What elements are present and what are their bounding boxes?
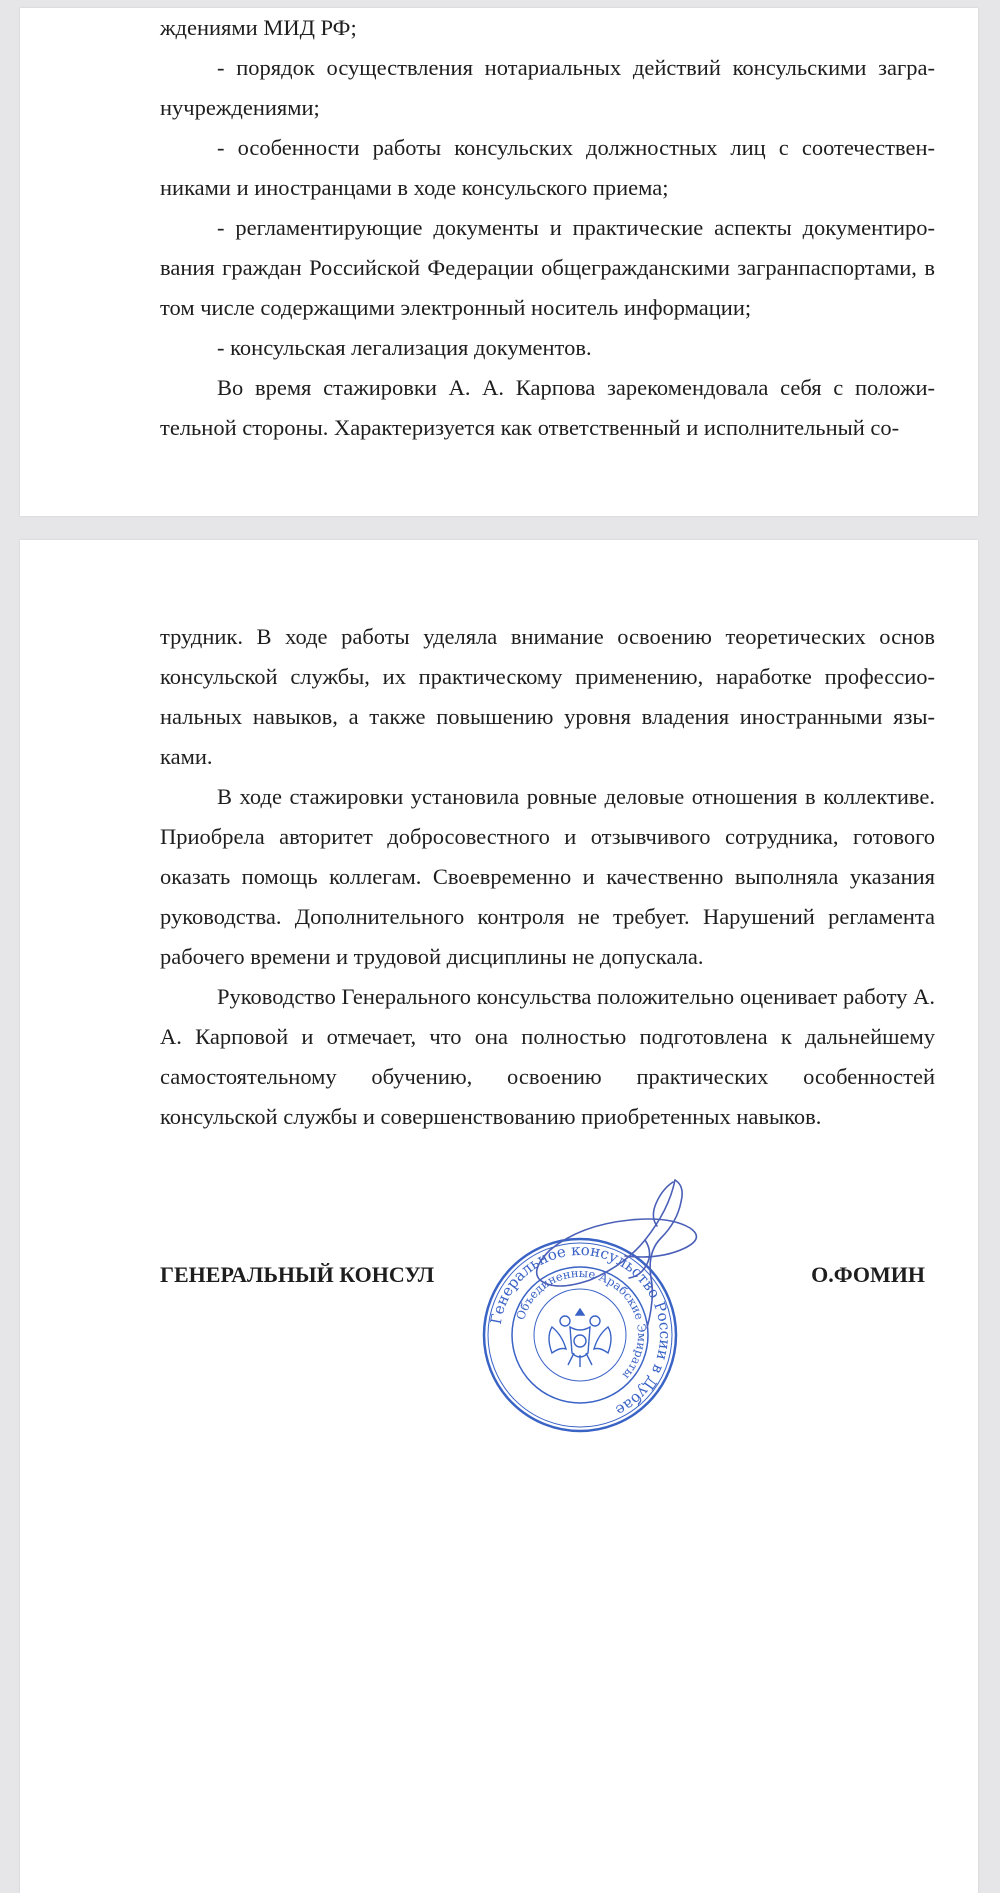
list-item: - регламентирующие документы и практические аспекты документирования граждан Российской Федерации общегражданскими загранпаспортами, в том числе содержащими электронный носитель информации;: [160, 215, 935, 320]
seal-inner-text: Объединенные Арабские Эмираты: [513, 1265, 650, 1383]
document-page-1: [20, 8, 978, 516]
list-item: - консульская легализация документов.: [217, 335, 592, 360]
document-page-2: [20, 540, 978, 1893]
signer-name: О.ФОМИН: [811, 1262, 925, 1287]
paragraph: В ходе стажировки установила ровные деловые отношения в коллективе. Приобрела авторитет добросовестного и отзывчивого сотрудника, готового оказать помощь коллегам. Своевременно и качественно выполняла указания руководства. Дополнительного контроля не требует. Нарушений регламента рабочего времени и трудовой дисциплины не допускала.: [160, 784, 935, 969]
page-2-text: [160, 617, 935, 1137]
list-item: - порядок осуществления нотариальных действий консульскими загранучреждениями;: [160, 55, 935, 120]
paragraph: трудник. В ходе работы уделяла внимание освоению теоретических основ консульской службы, их практическому применению, наработке профессиональных навыков, а также повышению уровня владения иностранными языками.: [160, 624, 935, 769]
signer-title: ГЕНЕРАЛЬНЫЙ КОНСУЛ: [160, 1262, 435, 1287]
seal-outer-text: Генеральное консульство России в Дубае: [486, 1240, 675, 1420]
handwritten-signature-icon: [525, 1170, 725, 1340]
paragraph: Руководство Генерального консульства положительно оценивает работу А. А. Карповой и отмечает, что она полностью подготовлена к дальнейшему самостоятельному обучению, освоению практических особенностей консульской службы и совершенствованию приобретенных навыков.: [160, 984, 935, 1129]
paragraph: ждениями МИД РФ;: [160, 15, 357, 40]
paragraph: Во время стажировки А. А. Карпова зарекомендовала себя с положительной стороны. Характеризуется как ответственный и исполнительный со-: [160, 375, 935, 440]
page-1-text: [160, 8, 935, 448]
list-item: - особенности работы консульских должностных лиц с соотечественниками и иностранцами в ходе консульского приема;: [160, 135, 935, 200]
